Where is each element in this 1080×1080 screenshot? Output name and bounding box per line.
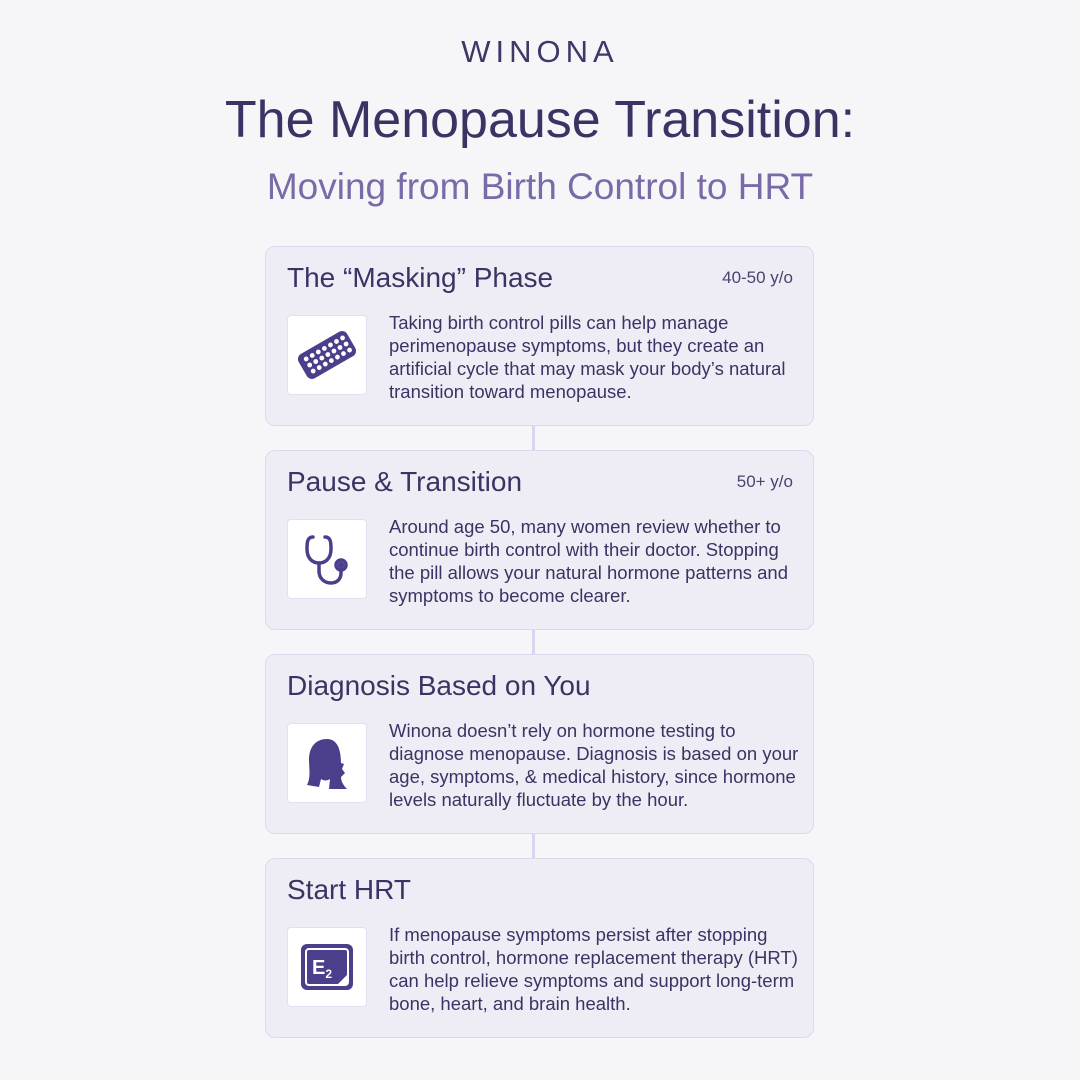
timeline-connector [532, 833, 535, 859]
estradiol-patch-icon [287, 927, 367, 1007]
step-title: Pause & Transition [287, 466, 523, 497]
pill-pack-icon [287, 315, 367, 395]
woman-profile-icon [287, 723, 367, 803]
step-title: Diagnosis Based on You [287, 670, 591, 701]
step-description: Taking birth control pills can help manage perimenopause symptoms, but they create an artificial cycle that may mask your body’s natural transition toward menopause. [389, 312, 786, 402]
step-card-pause-transition [265, 450, 814, 630]
step-card-start-hrt [265, 858, 814, 1038]
brand-logo: WINONA [461, 34, 619, 69]
step-card-diagnosis [265, 654, 814, 834]
step-title: Start HRT [287, 874, 411, 905]
step-age: 40-50 y/o [722, 268, 793, 287]
step-age: 50+ y/o [736, 472, 793, 491]
step-description: If menopause symptoms persist after stopping birth control, hormone replacement therapy (HRT) can help relieve symptoms and support long-term bone, heart, and brain health. [389, 924, 798, 1014]
timeline-connector [532, 425, 535, 451]
step-description: Around age 50, many women review whether to continue birth control with their doctor. Stopping the pill allows your natural hormone patterns and symptoms to become clearer. [389, 516, 789, 606]
step-description: Winona doesn’t rely on hormone testing to diagnose menopause. Diagnosis is based on your age, symptoms, & medical history, since hormone levels naturally fluctuate by the hour. [389, 720, 799, 810]
stethoscope-icon [287, 519, 367, 599]
page-title: The Menopause Transition: [224, 91, 856, 149]
timeline-connector [532, 629, 535, 655]
page-subtitle: Moving from Birth Control to HRT [266, 166, 814, 207]
step-title: The “Masking” Phase [287, 262, 554, 293]
patch-label: $E_2$ [312, 957, 333, 981]
step-card-masking [265, 246, 814, 426]
